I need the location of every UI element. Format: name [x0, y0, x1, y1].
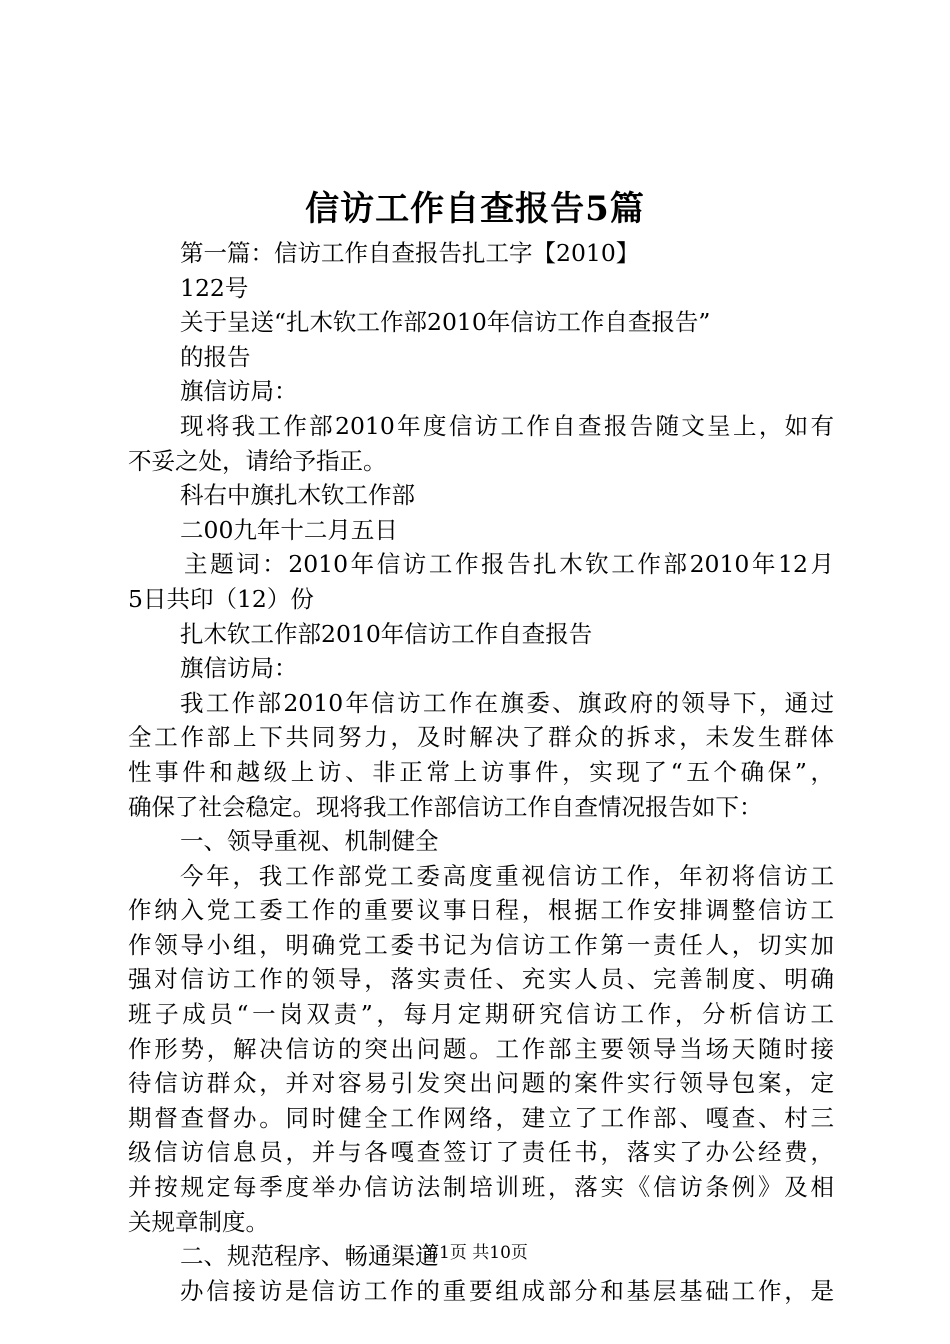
body-line: 全工作部上下共同努力，及时解决了群众的拆求，未发生群体: [128, 723, 834, 752]
body-line: 122号: [180, 273, 249, 302]
body-line: 现将我工作部2010年度信访工作自查报告随文呈上，如有: [180, 411, 834, 440]
body-line: 今年，我工作部党工委高度重视信访工作，年初将信访工: [180, 861, 834, 890]
document-title: 信访工作自查报告5篇: [305, 189, 645, 229]
body-line: 不妥之处，请给予指正。: [128, 446, 387, 475]
body-line: 级信访信息员，并与各嘎查签订了责任书，落实了办公经费，: [128, 1138, 834, 1167]
body-line: 并按规定每季度举办信访法制培训班，落实《信访条例》及相: [128, 1173, 834, 1202]
body-line: 作形势，解决信访的突出问题。工作部主要领导当场天随时接: [128, 1034, 834, 1063]
body-line: 二00九年十二月五日: [180, 515, 398, 544]
body-line: 期督查督办。同时健全工作网络，建立了工作部、嘎查、村三: [128, 1103, 834, 1132]
body-line: 的报告: [180, 342, 251, 371]
body-line: 科右中旗扎木钦工作部: [180, 481, 415, 510]
body-line: 主题词：2010年信访工作报告扎木钦工作部2010年12月: [184, 550, 834, 579]
section-heading: 一、领导重视、机制健全: [180, 827, 439, 856]
body-line: 待信访群众，并对容易引发突出问题的案件实行领导包案，定: [128, 1069, 834, 1098]
body-line: 旗信访局：: [180, 654, 298, 683]
body-line: 关规章制度。: [128, 1207, 269, 1236]
section-heading: 二、规范程序、畅通渠道: [180, 1242, 439, 1271]
page-number-footer: 第1页 共10页: [422, 1243, 528, 1263]
body-line: 我工作部2010年信访工作在旗委、旗政府的领导下，通过: [180, 688, 834, 717]
body-line: 作领导小组，明确党工委书记为信访工作第一责任人，切实加: [128, 930, 834, 959]
body-line: 确保了社会稳定。现将我工作部信访工作自查情况报告如下：: [128, 792, 763, 821]
body-line: 作纳入党工委工作的重要议事日程，根据工作安排调整信访工: [128, 896, 834, 925]
body-line: 5日共印（12）份: [128, 584, 314, 613]
body-line: 第一篇：信访工作自查报告扎工字【2010】: [180, 239, 640, 267]
body-line: 班子成员“一岗双责”，每月定期研究信访工作，分析信访工: [128, 1000, 834, 1029]
document-body: [128, 236, 834, 1308]
body-line: 办信接访是信访工作的重要组成部分和基层基础工作，是: [180, 1276, 834, 1305]
body-line: 关于呈送“扎木钦工作部2010年信访工作自查报告”: [180, 308, 711, 337]
body-line: 强对信访工作的领导，落实责任、充实人员、完善制度、明确: [128, 965, 834, 994]
body-line: 性事件和越级上访、非正常上访事件，实现了“五个确保”，: [128, 757, 834, 786]
body-line: 旗信访局：: [180, 377, 298, 406]
body-line: 扎木钦工作部2010年信访工作自查报告: [180, 619, 593, 648]
